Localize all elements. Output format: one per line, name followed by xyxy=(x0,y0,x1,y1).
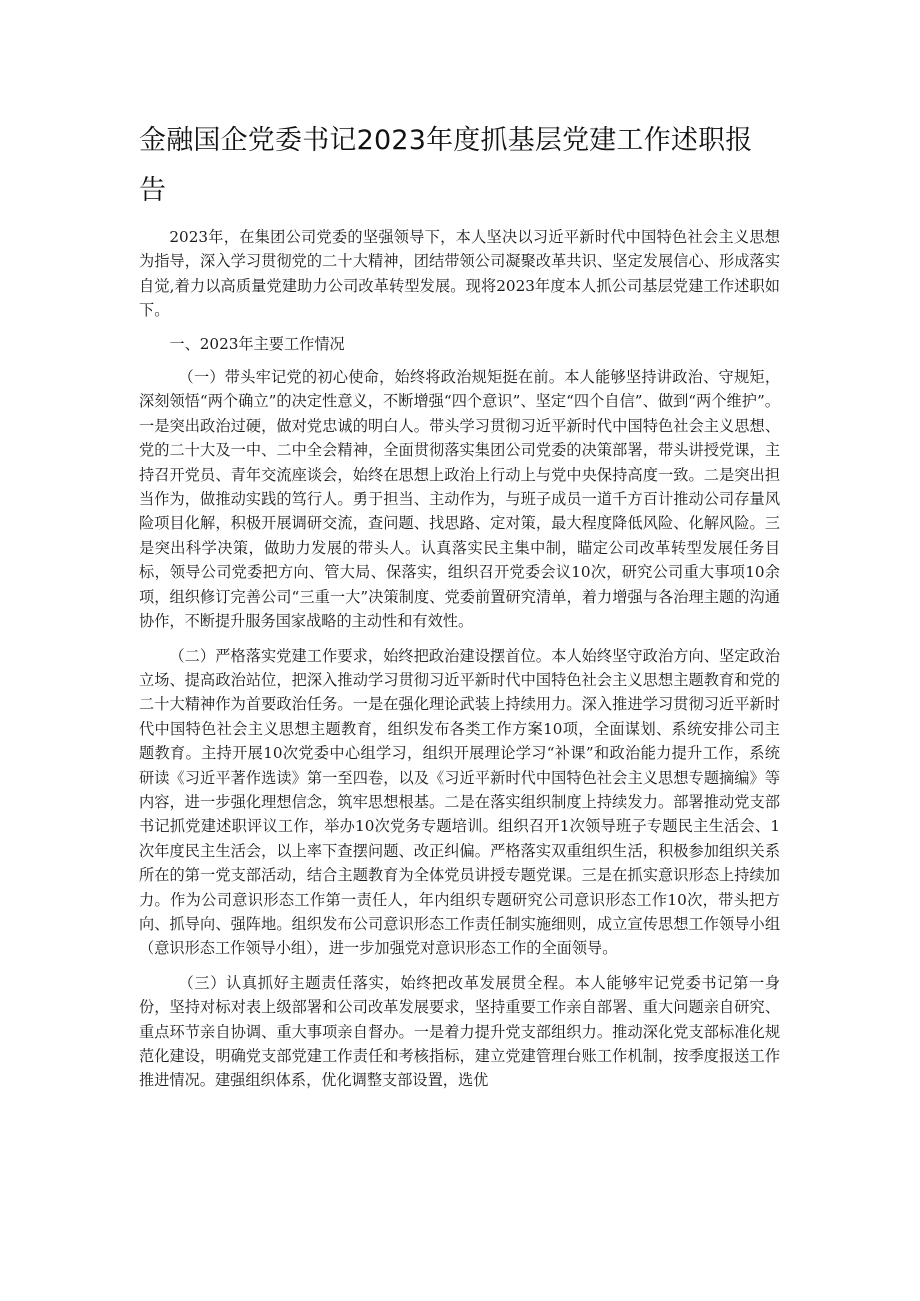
intro-paragraph: 2023年，在集团公司党委的坚强领导下，本人坚决以习近平新时代中国特色社会主义思想为指导，深入学习贯彻党的二十大精神，团结带领公司凝聚改革共识、坚定发展信心、形成落实自觉,着力以高质量党建助力公司改革转型发展。现将2023年度本人抓公司基层党建工作述职如下。 xyxy=(139,228,780,320)
paragraph-section-2: （二）严格落实党建工作要求，始终把政治建设摆首位。本人始终坚守政治方向、坚定政治立场、提高政治站位，把深入推动学习贯彻习近平新时代中国特色社会主义思想主题教育和党的二十大精神作为首要政治任务。一是在强化理论武装上持续用力。深入推进学习贯彻习近平新时代中国特色社会主义思想主题教育，组织发布各类工作方案10项，全面谋划、系统安排公司主题教育。主持开展10次党委中心组学习，组织开展理论学习“补课”和政治能力提升工作，系统研读《习近平著作选读》第一至四卷，以及《习近平新时代中国特色社会主义思想专题摘编》等内容，进一步强化理想信念，筑牢思想根基。二是在落实组织制度上持续发力。部署推动党支部书记抓党建述职评议工作，举办10次党务专题培训。组织召开1次领导班子专题民主生活会、1次年度民主生活会，以上率下查摆问题、改正纠偏。严格落实双重组织生活，积极参加组织关系所在的第一党支部活动，结合主题教育为全体党员讲授专题党课。三是在抓实意识形态上持续加力。作为公司意识形态工作第一责任人，年内组织专题研究公司意识形态工作10次，带头把方向、抓导向、强阵地。组织发布公司意识形态工作责任制实施细则，成立宣传思想工作领导小组（意识形态工作领导小组），进一步加强党对意识形态工作的全面领导。 xyxy=(139,646,780,958)
section-heading-main-work: 一、2023年主要工作情况 xyxy=(169,334,345,353)
paragraph-section-1: （一）带头牢记党的初心使命，始终将政治规矩挺在前。本人能够坚持讲政治、守规矩，深刻领悟“两个确立”的决定性意义，不断增强“四个意识”、坚定“四个自信”、做到“两个维护”。一是突出政治过硬，做对党忠诚的明白人。带头学习贯彻习近平新时代中国特色社会主义思想、党的二十大及一中、二中全会精神，全面贯彻落实集团公司党委的决策部署，带头讲授党课，主持召开党员、青年交流座谈会，始终在思想上政治上行动上与党中央保持高度一致。二是突出担当作为，做推动实践的笃行人。勇于担当、主动作为，与班子成员一道千方百计推动公司存量风险项目化解，积极开展调研交流，查问题、找思路、定对策，最大程度降低风险、化解风险。三是突出科学决策，做助力发展的带头人。认真落实民主集中制，瞄定公司改革转型发展任务目标，领导公司党委把方向、管大局、保落实，组织召开党委会议10次，研究公司重大事项10余项，组织修订完善公司“三重一大”决策制度、党委前置研究清单，着力增强与各治理主题的沟通协作，不断提升服务国家战略的主动性和有效性。 xyxy=(139,368,780,631)
document-body xyxy=(139,225,780,1093)
paragraph-section-3: （三）认真抓好主题责任落实，始终把改革发展贯全程。本人能够牢记党委书记第一身份，坚持对标对表上级部署和公司改革发展要求，坚持重要工作亲自部署、重大问题亲自研究、重点环节亲自协调、重大事项亲自督办。一是着力提升党支部组织力。推动深化党支部标准化规范化建设，明确党支部党建工作责任和考核指标，建立党建管理台账工作机制，按季度报送工作推进情况。建强组织体系，优化调整支部设置，选优 xyxy=(139,973,780,1090)
document-title: 金融国企党委书记2023年度抓基层党建工作述职报告 xyxy=(139,125,753,206)
